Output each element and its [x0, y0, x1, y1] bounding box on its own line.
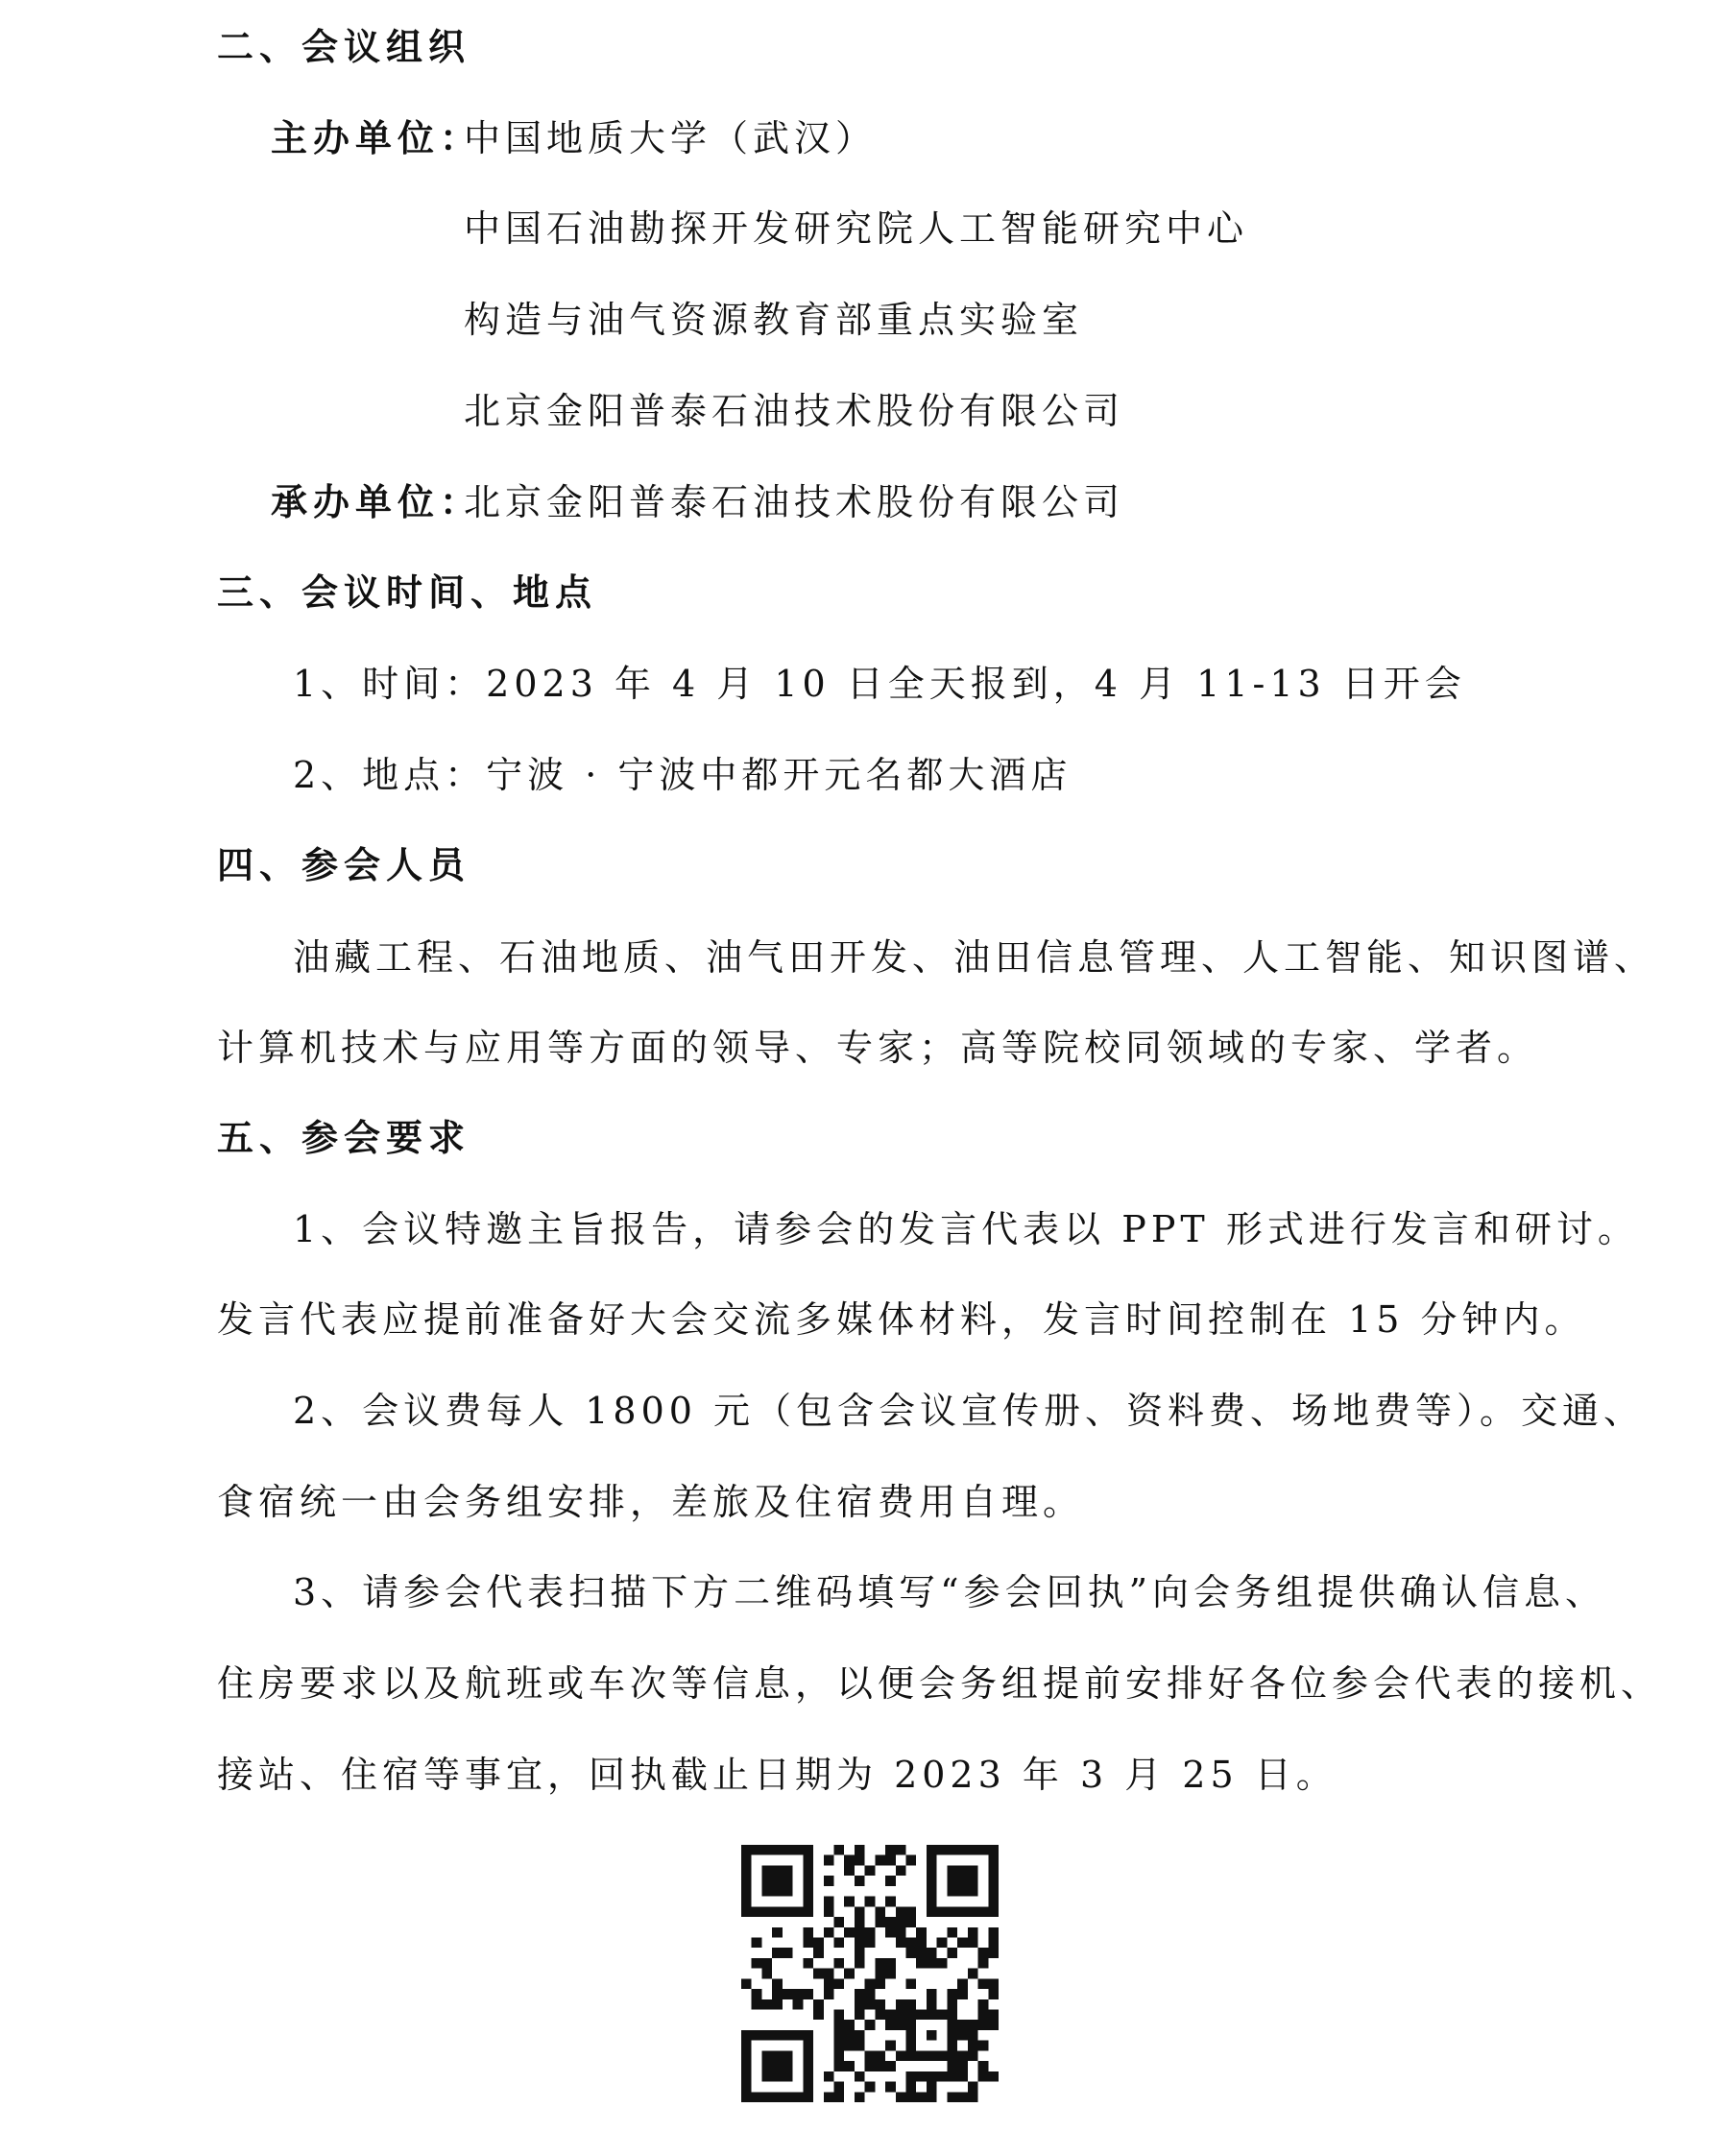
section-heading-requirements: 五、参会要求 [217, 1117, 471, 1159]
requirement-item-1: 发言代表应提前准备好大会交流多媒体材料，发言时间控制在 15 分钟内。 [217, 1298, 1586, 1341]
requirement-item-2: 2、会议费每人 1800 元（包含会议宣传册、资料费、场地费等）。交通、 [293, 1390, 1646, 1432]
organizer-name: 北京金阳普泰石油技术股份有限公司 [464, 481, 1125, 523]
host-label: 主办单位： [271, 117, 483, 159]
host-item: 北京金阳普泰石油技术股份有限公司 [464, 390, 1125, 432]
section-heading-participants: 四、参会人员 [217, 844, 471, 886]
requirement-item-3: 住房要求以及航班或车次等信息，以便会务组提前安排好各位参会代表的接机、 [217, 1662, 1663, 1705]
section-heading-organization: 二、会议组织 [217, 26, 471, 68]
section-heading-time-place: 三、会议时间、地点 [217, 571, 598, 614]
meeting-place: 2、地点：宁波 · 宁波中都开元名都大酒店 [293, 754, 1072, 796]
meeting-time: 1、时间：2023 年 4 月 10 日全天报到，4 月 11-13 日开会 [293, 663, 1466, 705]
requirement-item-2: 食宿统一由会务组安排，差旅及住宿费用自理。 [217, 1481, 1085, 1523]
host-item: 构造与油气资源教育部重点实验室 [464, 299, 1084, 341]
host-item: 中国地质大学（武汉） [464, 117, 878, 159]
requirement-item-3: 接站、住宿等事宜，回执截止日期为 2023 年 3 月 25 日。 [217, 1754, 1337, 1796]
participants-text: 计算机技术与应用等方面的领导、专家；高等院校同领域的专家、学者。 [217, 1027, 1539, 1069]
host-item: 中国石油勘探开发研究院人工智能研究中心 [464, 207, 1249, 250]
participants-text: 油藏工程、石油地质、油气田开发、油田信息管理、人工智能、知识图谱、 [293, 936, 1656, 979]
organizer-label: 承办单位： [271, 481, 483, 523]
requirement-item-3: 3、请参会代表扫描下方二维码填写“参会回执”向会务组提供确认信息、 [293, 1571, 1607, 1613]
requirement-item-1: 1、会议特邀主旨报告，请参会的发言代表以 PPT 形式进行发言和研讨。 [293, 1208, 1639, 1250]
qr-code-icon[interactable] [741, 1845, 999, 2102]
